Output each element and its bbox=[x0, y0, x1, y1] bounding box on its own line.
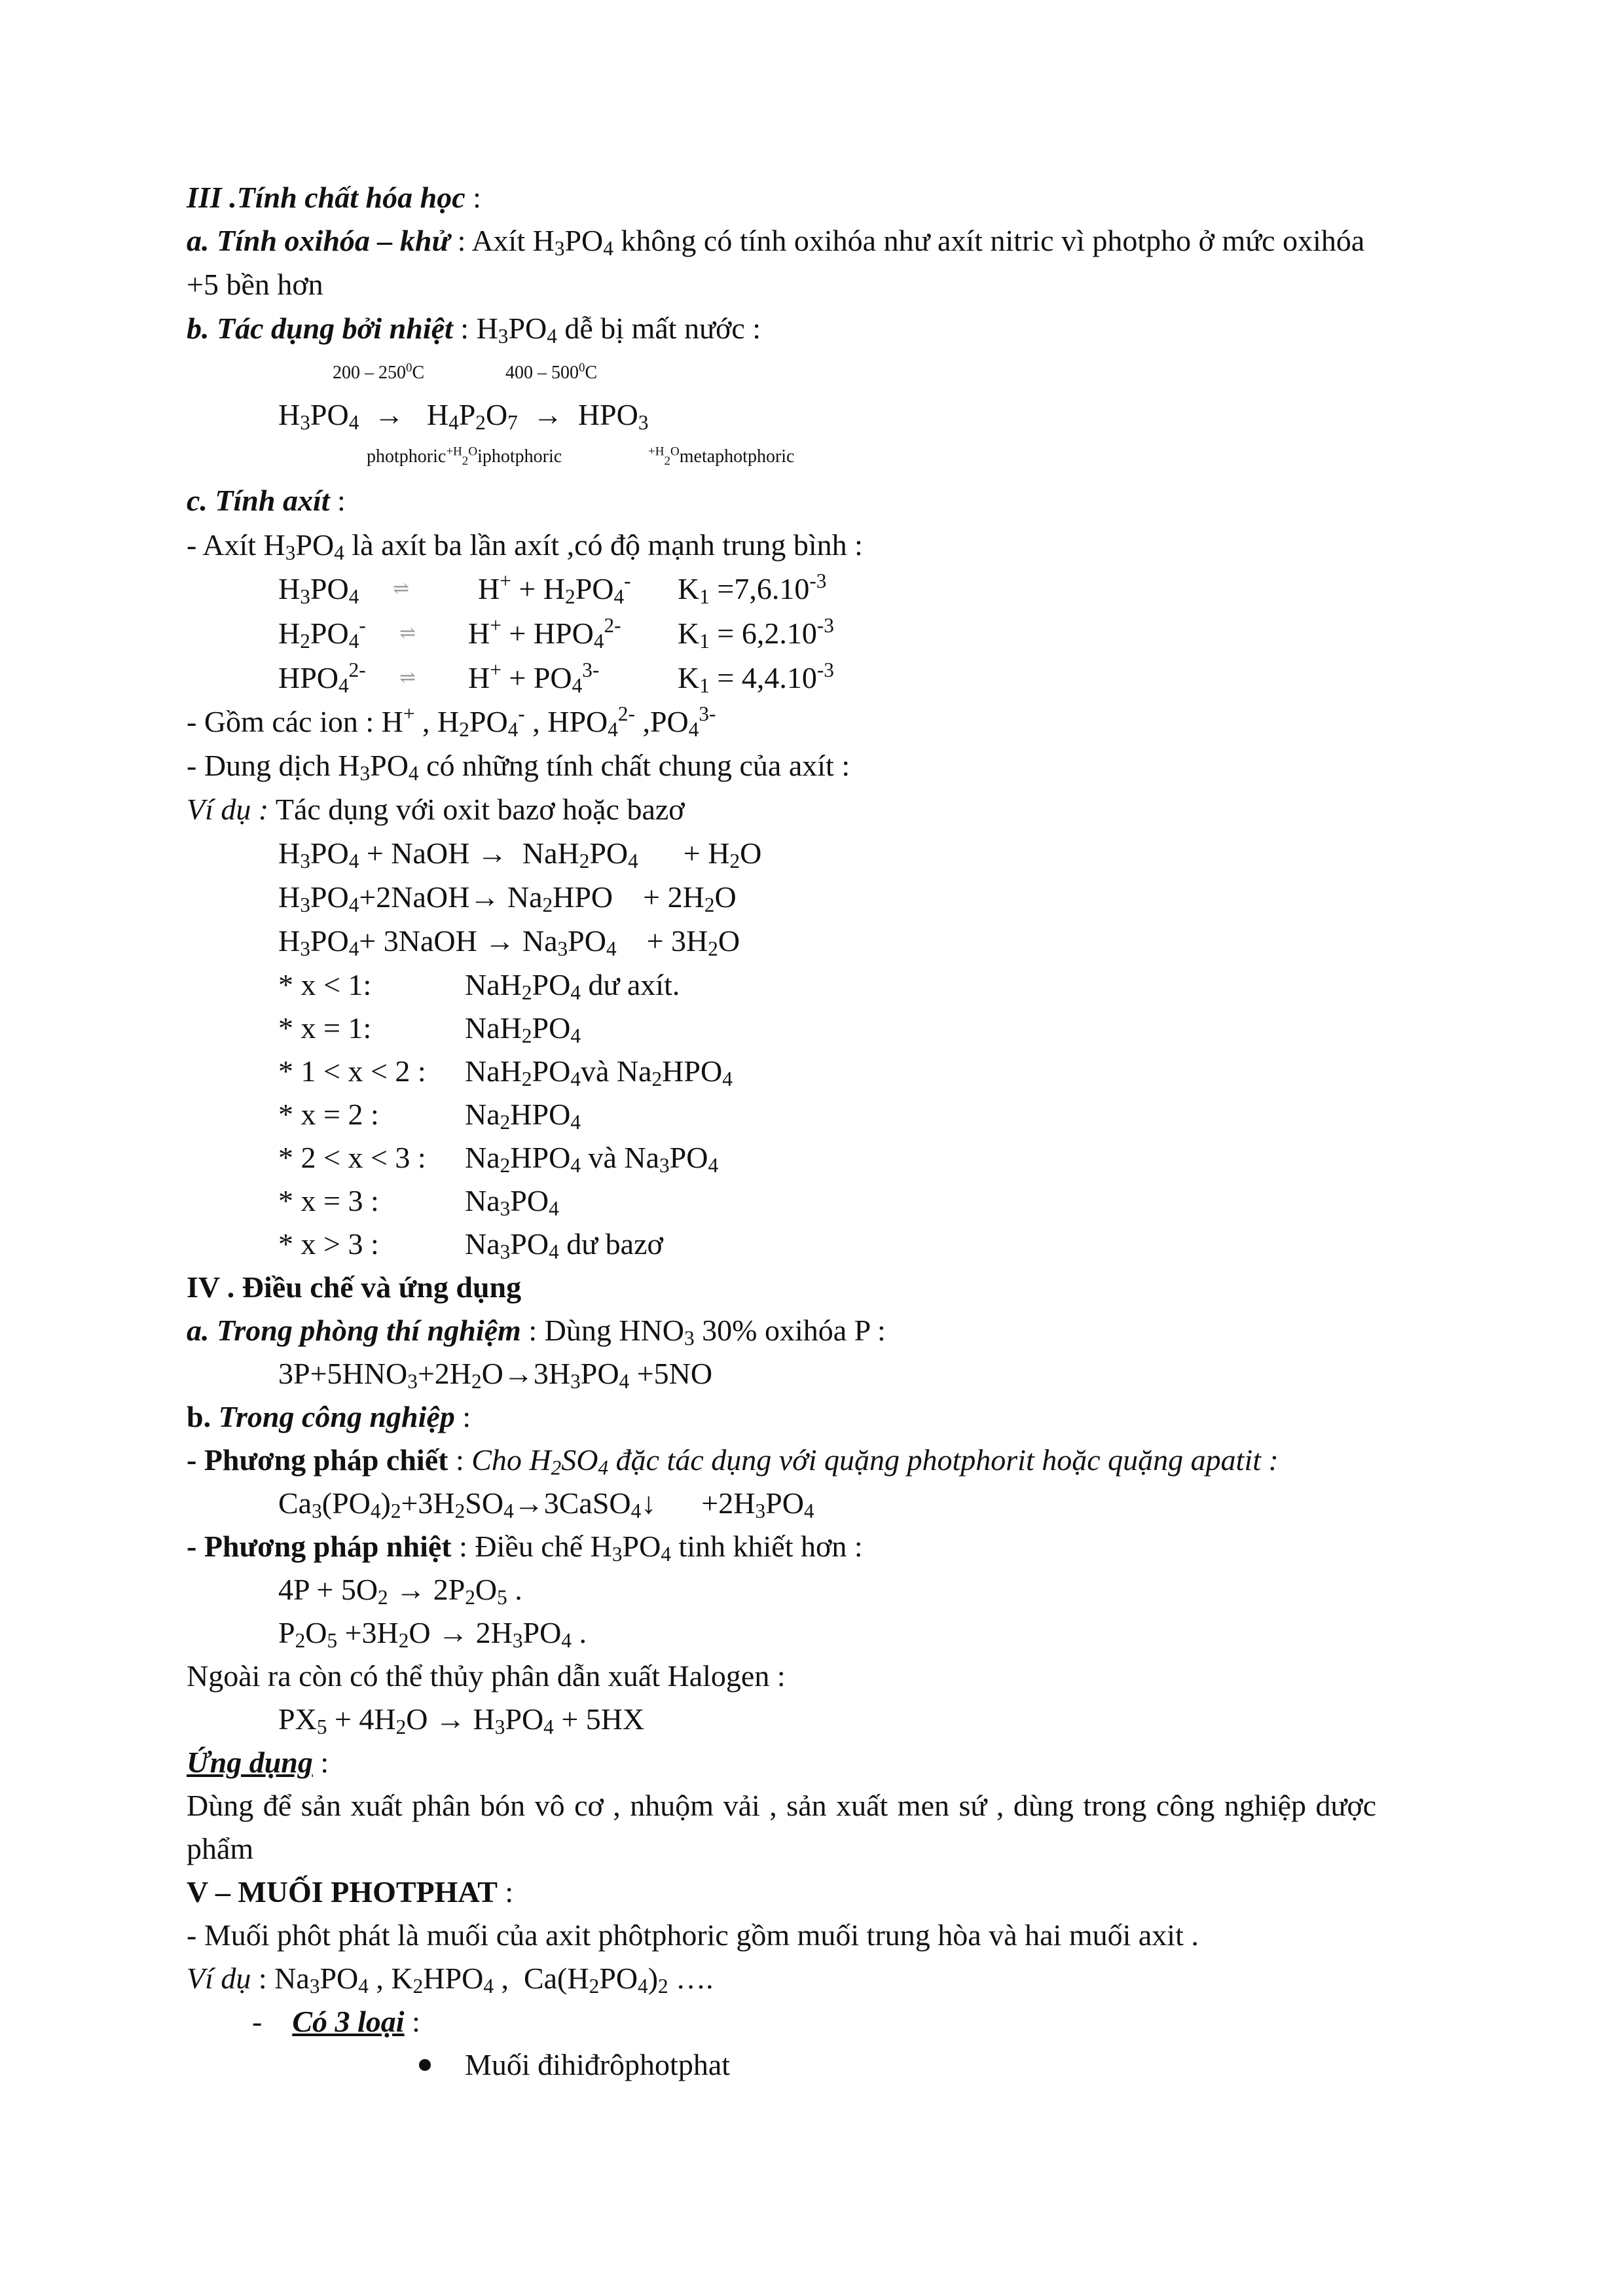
neutralization-2: $H_3PO_4+2NaOH\to Na_2HPO$ + $2H_2O$ bbox=[278, 880, 737, 916]
oxidation-label: a. Tính oxihóa – khử bbox=[187, 224, 450, 257]
section-iii-heading: III .Tính chất hóa học : bbox=[187, 181, 481, 214]
section-v-heading: V – MUỐI PHOTPHAT : bbox=[187, 1875, 514, 1909]
case-result: $Na_2HPO_4$ bbox=[465, 1098, 581, 1134]
thermal-equation-1: $4P + 5O_2 \to 2P_2O_5$ . bbox=[278, 1573, 522, 1609]
salt-type-1: Muối đihiđrôphotphat bbox=[465, 2048, 731, 2081]
neutralization-3: $H_3PO_4+$ 3NaOH → $Na_3PO_4$ + $3H_2O$ bbox=[278, 924, 740, 960]
extraction-method: - Phương pháp chiết : Cho $H_2SO_4$ đặc tác dụng với quặng photphorit hoặc quặng apatit : bbox=[187, 1443, 1279, 1479]
section-iii-title: III .Tính chất hóa học bbox=[187, 181, 465, 214]
name-metaphotphoric: $^{+H}_2^O$metaphotphoric bbox=[648, 444, 795, 469]
case-condition: * x = 2 : bbox=[278, 1098, 379, 1131]
section-iv-title: IV . Điều chế và ứng dụng bbox=[187, 1270, 522, 1304]
heat-label: b. Tác dụng bởi nhiệt bbox=[187, 312, 453, 345]
dissociation-3-products: $H^+ + PO_4^{3-}$ bbox=[468, 658, 600, 697]
k1-value: $K_1 =7,6.10^{-3}$ bbox=[678, 569, 827, 608]
lab-prep-line: a. Trong phòng thí nghiệm : Dùng $HNO_3$ 30% oxihóa P : bbox=[187, 1314, 886, 1350]
thermal-equation-2: $P_2O_5 +3H_2O \to 2H_3PO_4$ . bbox=[278, 1616, 587, 1652]
name-photphoric: photphoric$^{+H}_2^O$iphotphoric bbox=[367, 444, 562, 469]
case-condition: * 2 < x < 3 : bbox=[278, 1141, 426, 1174]
salts-example-label: Ví dụ bbox=[187, 1962, 251, 1995]
case-result: $NaH_2PO_4$ dư axít. bbox=[465, 968, 680, 1004]
case-result: $Na_3PO_4$ dư bazơ bbox=[465, 1227, 663, 1263]
equilibrium-arrow-icon: ⇌ bbox=[399, 622, 416, 644]
lab-prep-label: a. Trong phòng thí nghiệm bbox=[187, 1314, 521, 1347]
case-condition: * x < 1: bbox=[278, 968, 372, 1001]
dehydration-equation: $H_3PO_4 \to H_4P_2O_7 \to HPO_3$ bbox=[278, 398, 649, 434]
dissociation-2: $H_2PO_4^-$ bbox=[278, 613, 366, 653]
industry-heading: b. Trong công nghiệp : bbox=[187, 1400, 471, 1433]
neutralization-1: $H_3PO_4$ + NaOH → $NaH_2PO_4$ + $H_2O$ bbox=[278, 836, 762, 872]
applications-text-1: Dùng để sản xuất phân bón vô cơ , nhuộm vải , sản xuất men sứ , dùng trong công nghiệp dược bbox=[187, 1789, 1377, 1822]
applications-text-2: phẩm bbox=[187, 1832, 254, 1865]
hydrolysis-text: Ngoài ra còn có thể thủy phân dẫn xuất Halogen : bbox=[187, 1659, 786, 1693]
example-label: Ví dụ : bbox=[187, 793, 269, 826]
heat-line: b. Tác dụng bởi nhiệt : $H_3PO_4$ dễ bị mất nước : bbox=[187, 312, 761, 348]
acid-description: - Axít $H_3PO_4$ là axít ba lần axít ,có độ mạnh trung bình : bbox=[187, 528, 863, 564]
salts-description: - Muối phôt phát là muối của axit phôtphoric gồm muối trung hòa và hai muối axit . bbox=[187, 1918, 1199, 1952]
thermal-method: - Phương pháp nhiệt : Điều chế $H_3PO_4$ tinh khiết hơn : bbox=[187, 1530, 863, 1566]
dissociation-2-products: $H^+ + HPO_4^{2-}$ bbox=[468, 613, 621, 653]
applications-heading: Ứng dụng : bbox=[187, 1746, 329, 1779]
bullet-icon bbox=[419, 2059, 431, 2071]
solution-properties: - Dung dịch $H_3PO_4$ có những tính chất chung của axít : bbox=[187, 749, 850, 785]
case-result: $NaH_2PO_4$ bbox=[465, 1011, 581, 1047]
acid-heading: c. Tính axít : bbox=[187, 484, 346, 517]
heat-condition-2: $400 - 500^0C$ bbox=[505, 361, 598, 383]
heat-condition-1: $200 - 250^0C$ bbox=[333, 361, 425, 383]
ions-line: - Gồm các ion : H+ , $H_2PO_4^-$ , $HPO_4^{2-}$ $,PO_4^{3-}$ bbox=[187, 702, 716, 741]
hydrolysis-equation: $PX_5 + 4H_2O \to H_3PO_4 + 5HX$ bbox=[278, 1702, 645, 1738]
section-v-title: V – MUỐI PHOTPHAT bbox=[187, 1875, 498, 1909]
salt-types-line: - Có 3 loại : bbox=[252, 2005, 420, 2038]
dissociation-1-products: $H^+ + H_2PO_4^-$ bbox=[478, 569, 631, 608]
acid-label: c. Tính axít bbox=[187, 484, 330, 517]
oxidation-line-2: +5 bền hơn bbox=[187, 268, 323, 301]
applications-label: Ứng dụng bbox=[187, 1746, 313, 1779]
case-condition: * x = 3 : bbox=[278, 1184, 379, 1217]
case-condition: * 1 < x < 2 : bbox=[278, 1054, 426, 1088]
k2-value: $K_1 = 6,2.10^{-3}$ bbox=[678, 613, 834, 653]
extraction-equation: $Ca_3(PO_4)_2+3H_2SO_4\to 3CaSO_4↓$ $+2H_3PO_4$ bbox=[278, 1486, 814, 1522]
dissociation-1: $H_3PO_4$ bbox=[278, 572, 359, 608]
case-result: $Na_2HPO_4$ và $Na_3PO_4$ bbox=[465, 1141, 719, 1177]
salts-example: Ví dụ : $Na_3PO_4$ , $K_2HPO_4$ , $Ca(H_2PO_4)_2$ …. bbox=[187, 1962, 714, 1998]
equilibrium-arrow-icon: ⇌ bbox=[399, 667, 416, 689]
case-result: $Na_3PO_4$ bbox=[465, 1184, 559, 1220]
oxidation-line: a. Tính oxihóa – khử : Axít $H_3PO_4$ không có tính oxihóa như axít nitric vì photpho ở mức oxihóa bbox=[187, 224, 1365, 260]
equilibrium-arrow-icon: ⇌ bbox=[393, 578, 410, 600]
k3-value: $K_1 = 4,4.10^{-3}$ bbox=[678, 658, 834, 697]
case-result: $NaH_2PO_4và$ $Na_2HPO_4$ bbox=[465, 1054, 733, 1090]
case-condition: * x > 3 : bbox=[278, 1227, 379, 1261]
extraction-label: - Phương pháp chiết bbox=[187, 1443, 448, 1477]
dissociation-3: $HPO_4^{2-}$ bbox=[278, 658, 366, 697]
thermal-label: - Phương pháp nhiệt bbox=[187, 1530, 452, 1563]
salt-types-label: Có 3 loại bbox=[292, 2005, 405, 2038]
industry-label: Trong công nghiệp bbox=[218, 1400, 455, 1433]
case-condition: * x = 1: bbox=[278, 1011, 372, 1045]
example-line: Ví dụ : Tác dụng với oxit bazơ hoặc bazơ bbox=[187, 793, 685, 826]
lab-prep-equation: $3P+5HNO_3+2H_2O\to 3H_3PO_4 +5NO$ bbox=[278, 1357, 713, 1393]
